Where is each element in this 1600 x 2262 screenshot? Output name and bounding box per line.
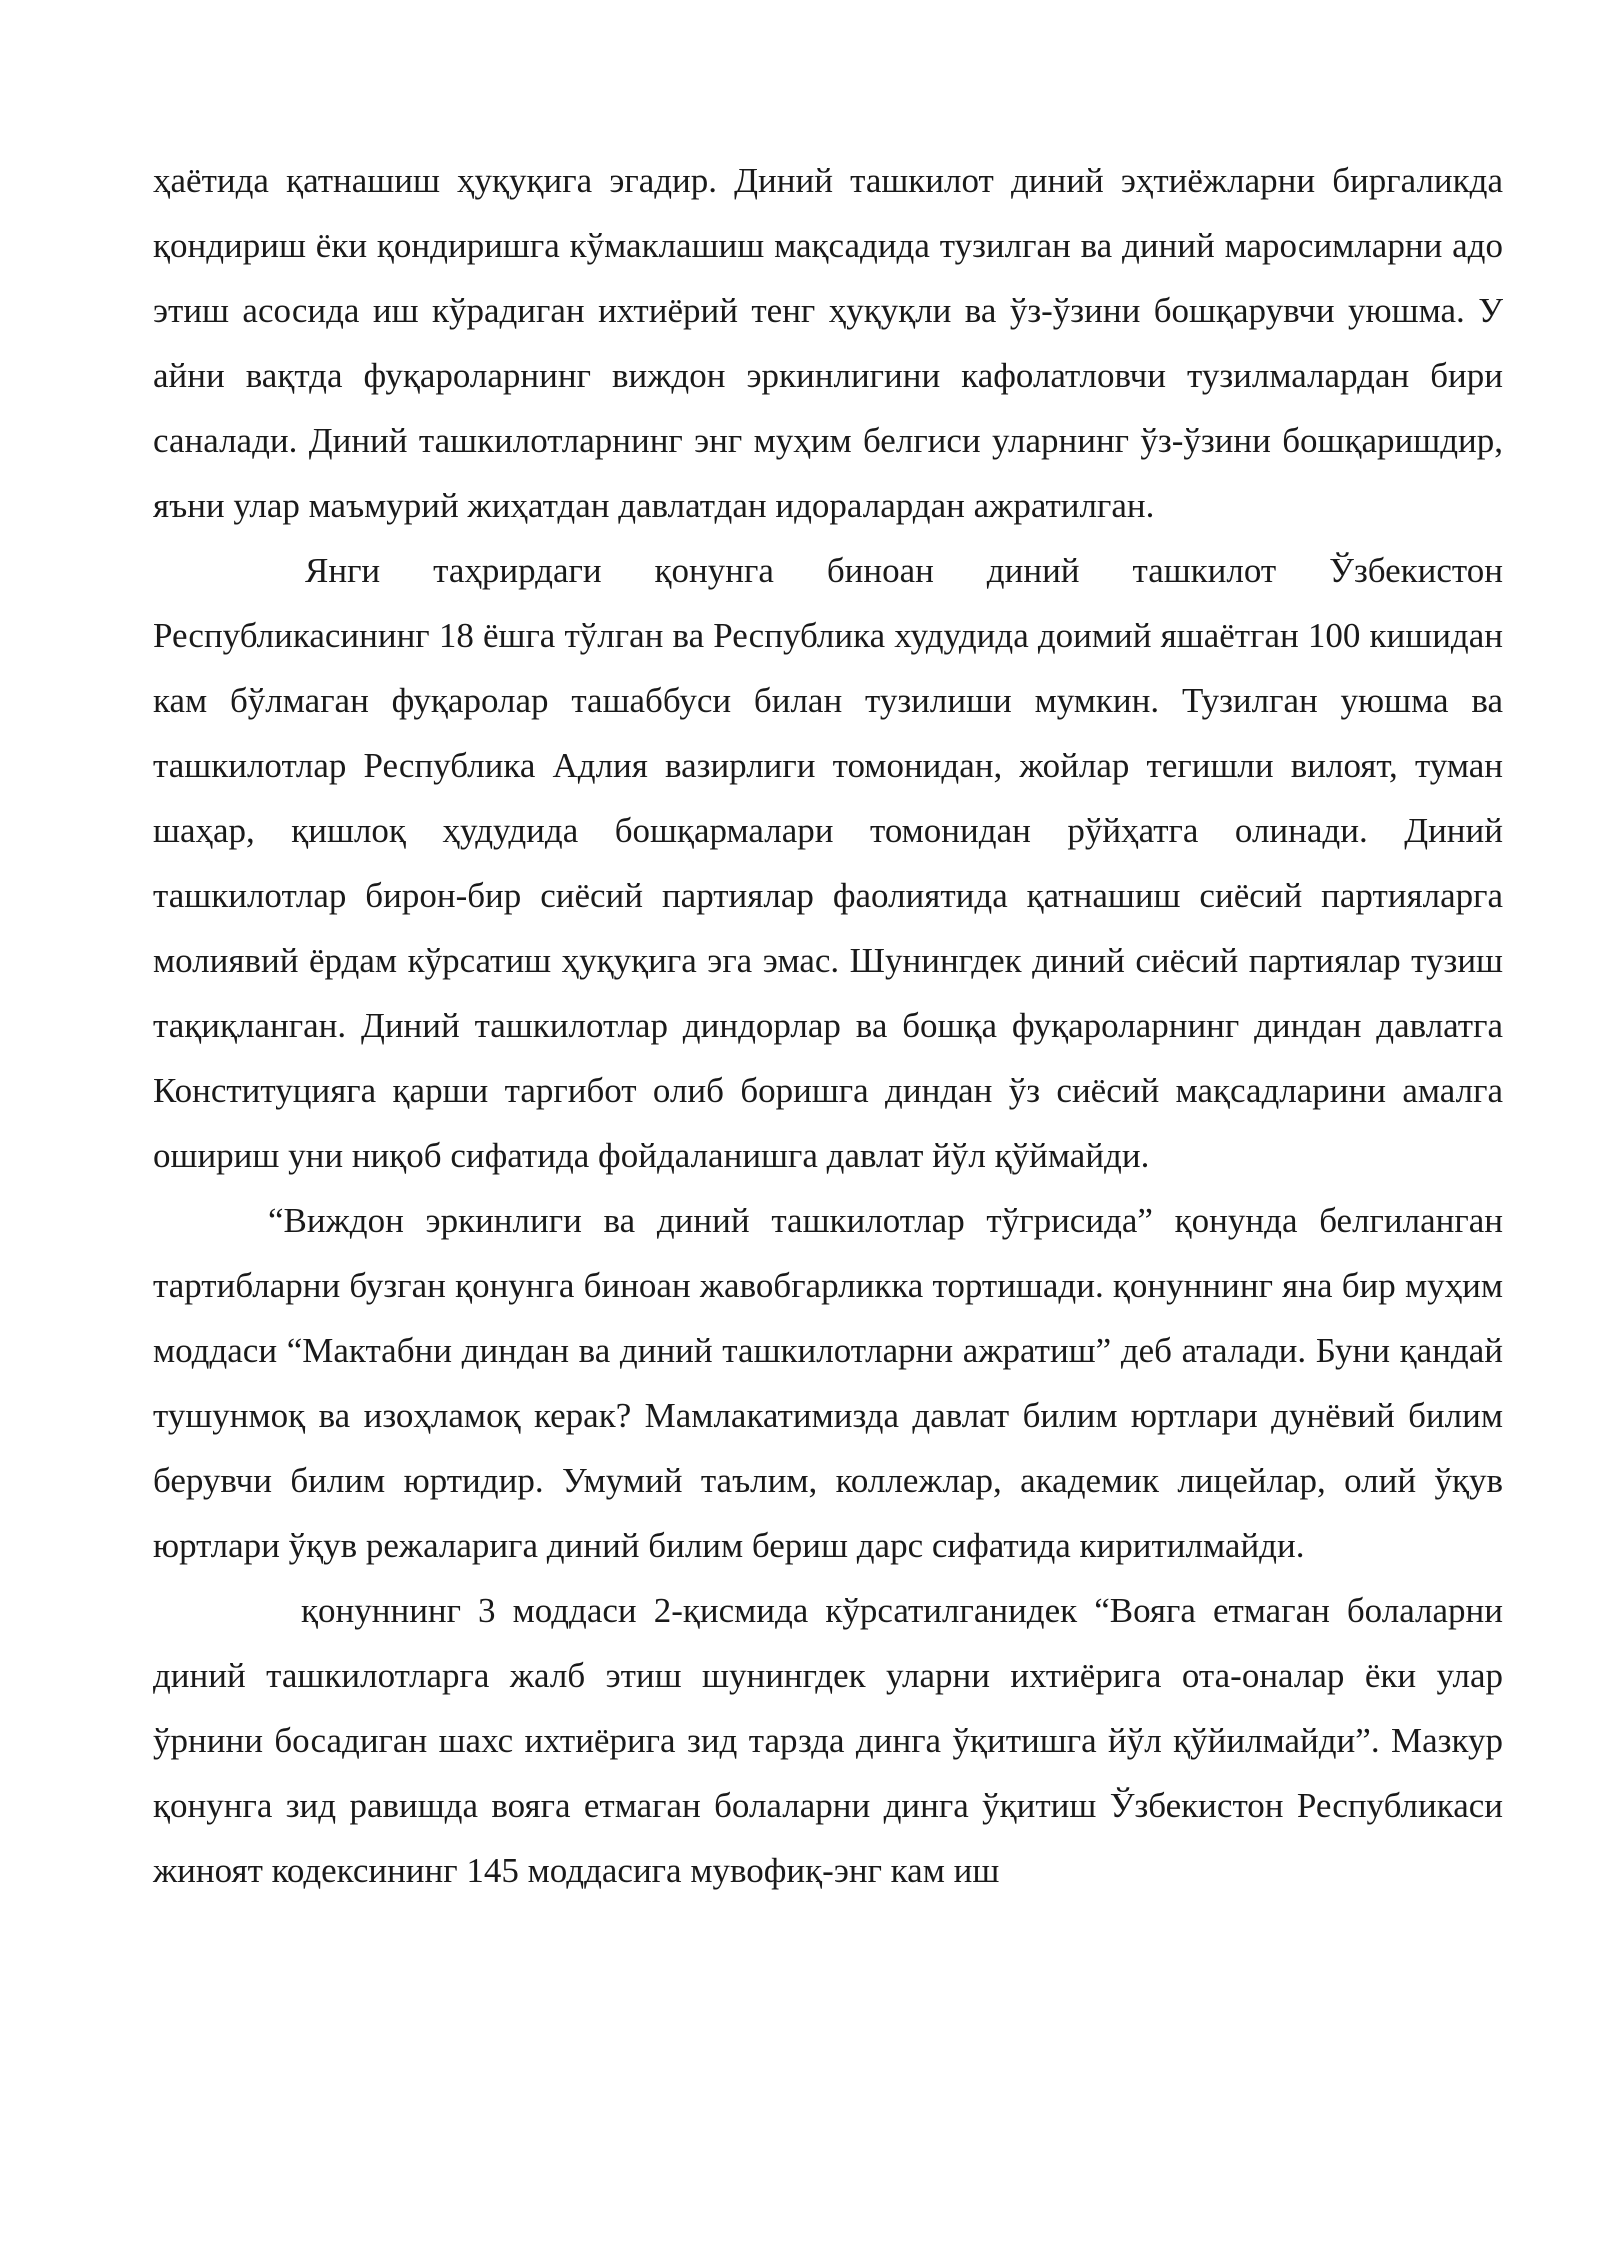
paragraph-1: ҳаётида қатнашиш ҳуқуқига эгадир. Диний ташкилот диний эҳтиёжларни биргаликда қондириш ёки қондиришга кўмаклашиш мақсадида тузилган ва диний маросимларни адо этиш асосида иш кўрадиган ихтиёрий тенг ҳуқуқли ва ўз-ўзини бошқарувчи уюшма. У айни вақтда фуқароларнинг виждон эркинлигини кафолатловчи тузилмалардан бири саналади. Диний ташкилотларнинг энг муҳим белгиси уларнинг ўз-ўзини бошқаришдир, яъни улар маъмурий жиҳатдан давлатдан идоралардан ажратилган. (153, 161, 1503, 525)
document-body (153, 148, 1503, 1903)
paragraph-3: “Виждон эркинлиги ва диний ташкилотлар тўгрисида” қонунда белгиланган тартибларни бузган қонунга биноан жавобгарликка тортишади. қонуннинг яна бир муҳим моддаси “Мактабни диндан ва диний ташкилотларни ажратиш” деб аталади. Буни қандай тушунмоқ ва изоҳламоқ керак? Мамлакатимизда давлат билим юртлари дунёвий билим берувчи билим юртидир. Умумий таълим, коллежлар, академик лицейлар, олий ўқув юртлари ўқув режаларига диний билим бериш дарс сифатида киритилмайди. (153, 1201, 1503, 1565)
paragraph-4: қонуннинг 3 моддаси 2-қисмида кўрсатилганидек “Вояга етмаган болаларни диний ташкилотларга жалб этиш шунингдек уларни ихтиёрига ота-оналар ёки улар ўрнини босадиган шахс ихтиёрига зид тарзда динга ўқитишга йўл қўйилмайди”. Мазкур қонунга зид равишда вояга етмаган болаларни динга ўқитиш Ўзбекистон Республикаси жиноят кодексининг 145 моддасига мувофиқ-энг кам иш (153, 1591, 1503, 1890)
paragraph-2: Янги таҳрирдаги қонунга биноан диний ташкилот Ўзбекистон Республикасининг 18 ёшга тўлган ва Республика худудида доимий яшаётган 100 кишидан кам бўлмаган фуқаролар ташаббуси билан тузилиши мумкин. Тузилган уюшма ва ташкилотлар Республика Адлия вазирлиги томонидан, жойлар тегишли вилоят, туман шаҳар, қишлоқ ҳудудида бошқармалари томонидан рўйҳатга олинади. Диний ташкилотлар бирон-бир сиёсий партиялар фаолиятида қатнашиш сиёсий партияларга молиявий ёрдам кўрсатиш ҳуқуқига эга эмас. Шунингдек диний сиёсий партиялар тузиш тақиқланган. Диний ташкилотлар диндорлар ва бошқа фуқароларнинг диндан давлатга Конституцияга қарши таргибот олиб боришга диндан ўз сиёсий мақсадларини амалга ошириш уни ниқоб сифатида фойдаланишга давлат йўл қўймайди. (153, 551, 1503, 1175)
